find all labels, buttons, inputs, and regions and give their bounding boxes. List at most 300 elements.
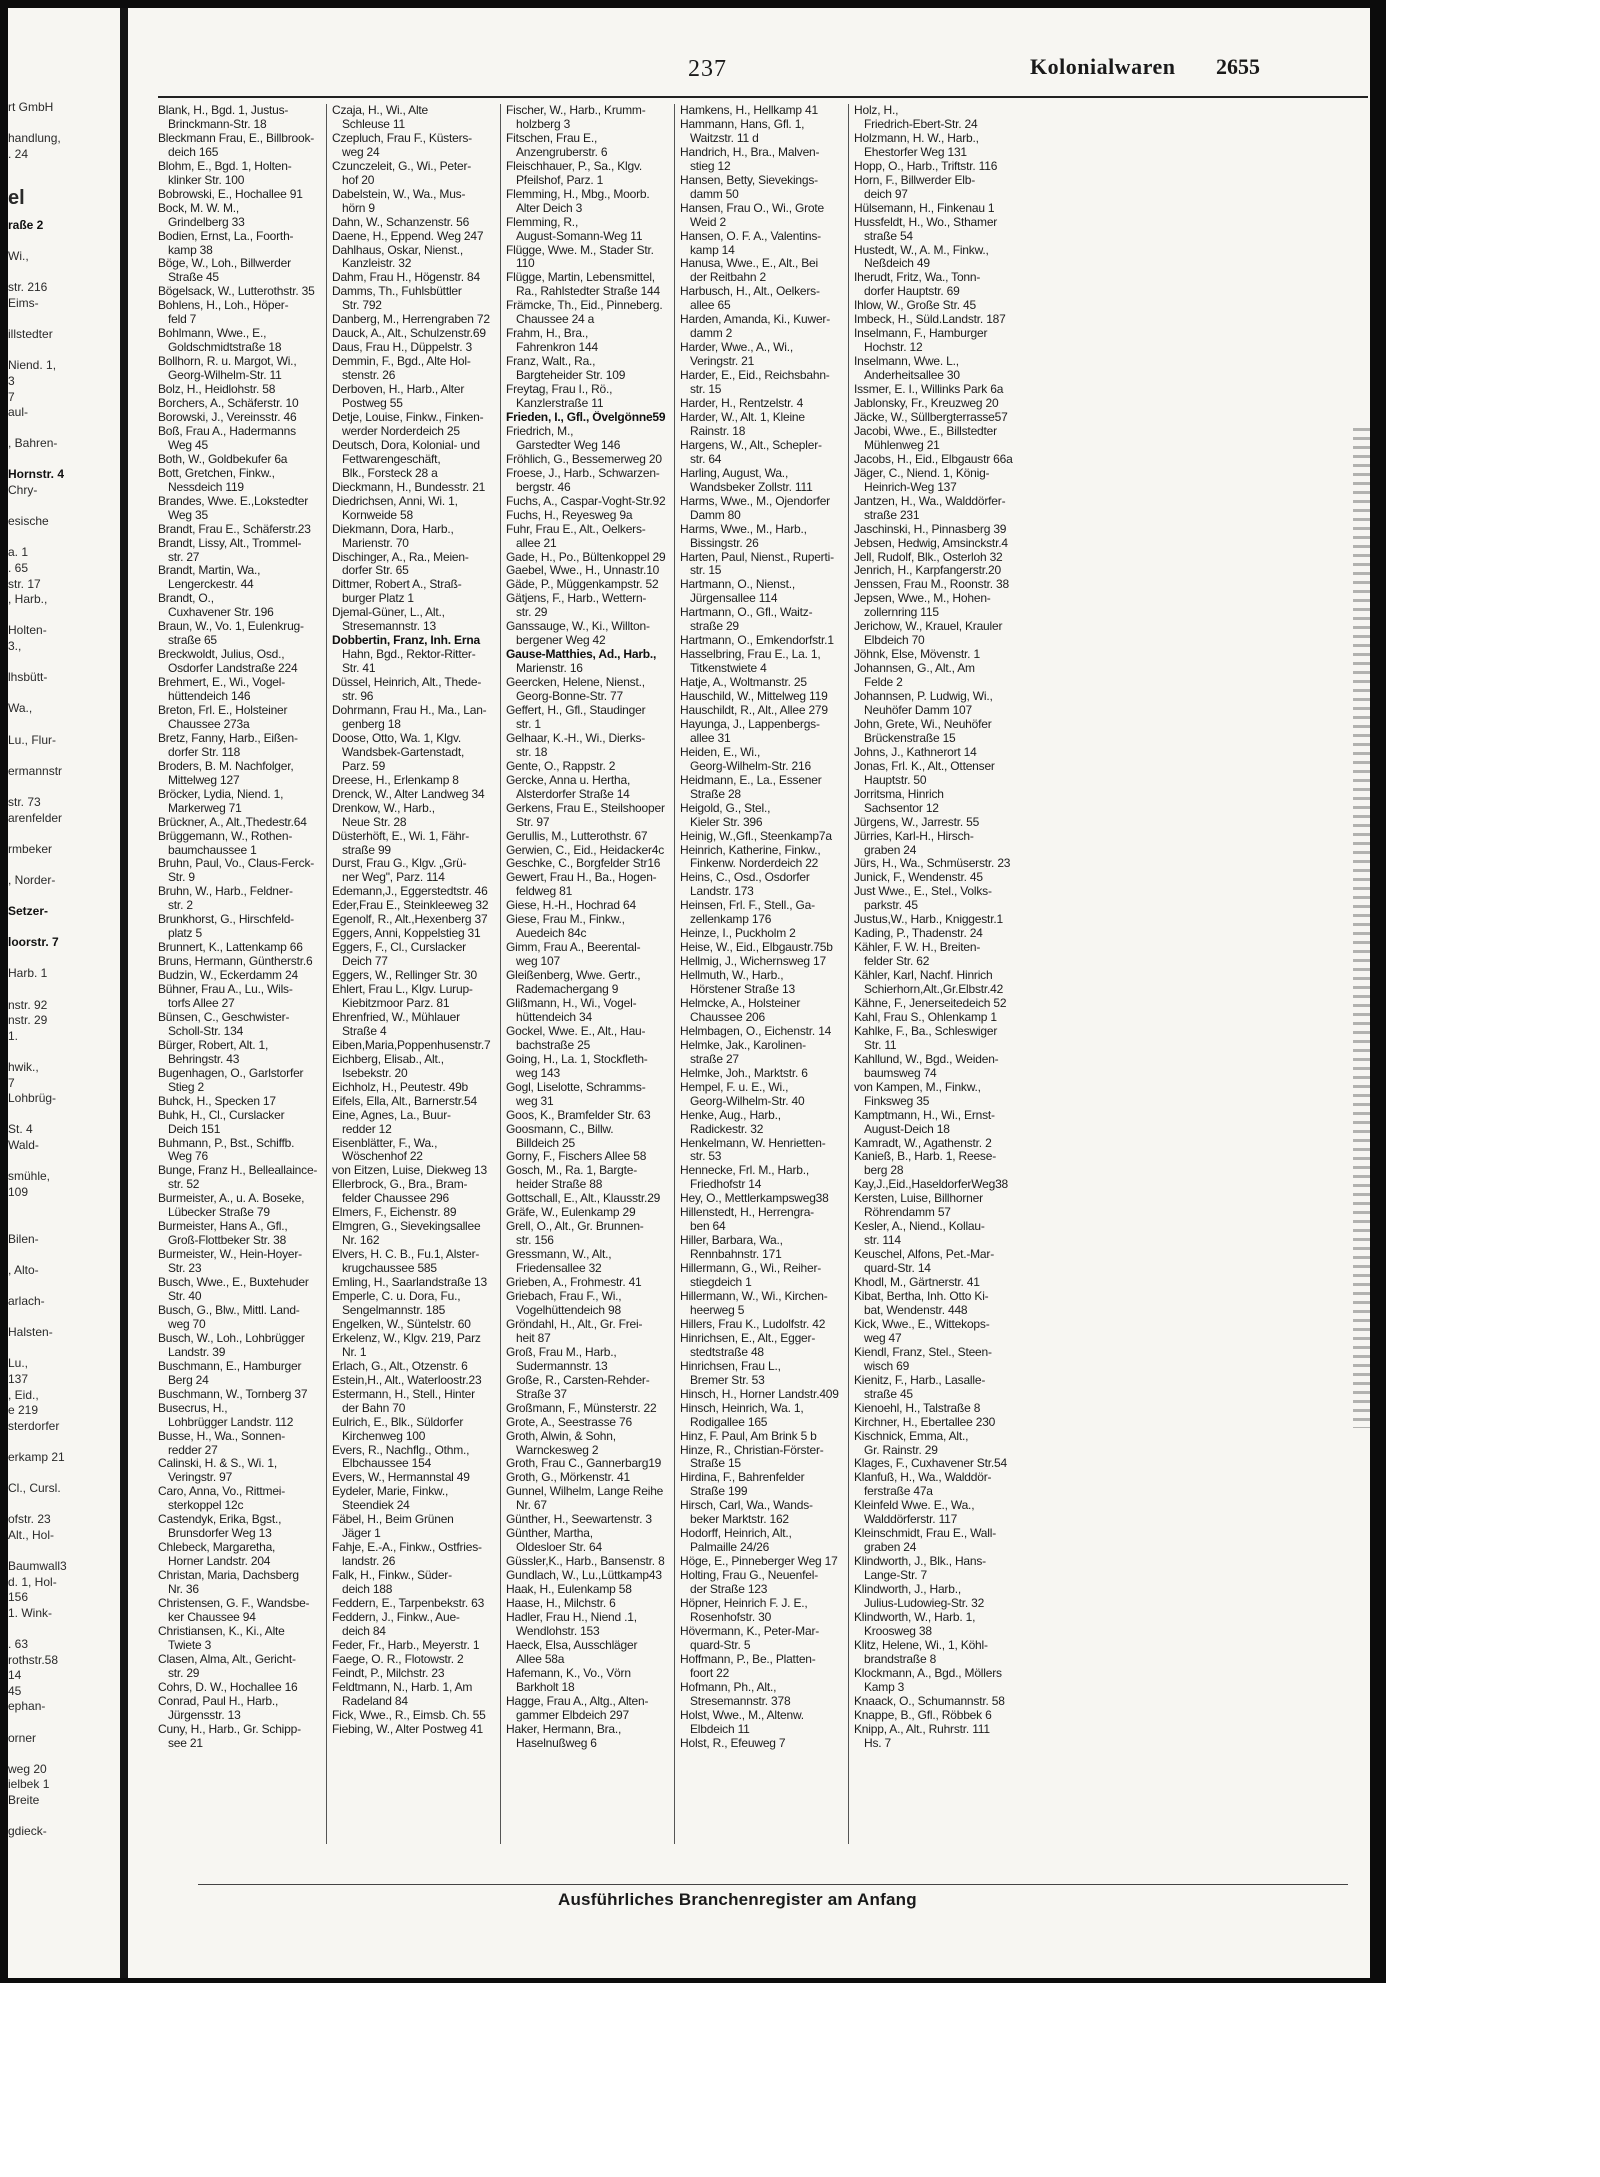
directory-entry-line: Groth, Alwin, & Sohn, xyxy=(506,1429,616,1443)
directory-entry-line: hüttendeich 146 xyxy=(168,690,251,704)
previous-page-fragment xyxy=(8,1809,116,1825)
directory-entry-line: Diekmann, Dora, Harb., xyxy=(332,522,454,536)
directory-entry-line: Bock, M. W. M., xyxy=(158,201,240,215)
directory-entry-line: Emperle, C. u. Dora, Fu., xyxy=(332,1290,461,1304)
directory-entry-line: Czaja, H., Wi., Alte xyxy=(332,104,429,117)
directory-entry-line: str. 27 xyxy=(168,550,200,564)
directory-entry-line: Jerichow, W., Krauel, Krauler xyxy=(854,620,1003,634)
directory-entry-line: weg 47 xyxy=(864,1331,902,1345)
directory-entry-line: Günther, H., Seewartenstr. 3 xyxy=(506,1513,652,1527)
previous-page-fragment: , Harb., xyxy=(8,592,48,607)
directory-entry-line: Eulrich, E., Blk., Süldorfer xyxy=(332,1415,464,1429)
directory-entry-line: Heins, C., Osd., Osdorfer xyxy=(680,871,810,885)
previous-page-fragment: a. 1 xyxy=(8,545,29,560)
directory-entry-line: Hafemann, K., Vo., Vörn xyxy=(506,1666,631,1680)
directory-entry-line: Elmgren, G., Sievekingsallee xyxy=(332,1220,481,1234)
directory-entry-line: Christiansen, K., Ki., Alte xyxy=(158,1624,285,1638)
directory-entry-line: Bühner, Frau A., Lu., Wils- xyxy=(158,983,293,997)
directory-entry-line: der Bahn 70 xyxy=(342,1401,406,1415)
directory-entry-line: Hagge, Frau A., Altg., Alten- xyxy=(506,1694,649,1708)
directory-entry-line: Elmers, F., Eichenstr. 89 xyxy=(332,1206,457,1220)
directory-entry-line: Deutsch, Dora, Kolonial- und xyxy=(332,438,480,452)
directory-entry-line: Glißmann, H., Wi., Vogel- xyxy=(506,997,637,1010)
directory-entry-line: Henke, Aug., Harb., xyxy=(680,1108,781,1122)
directory-entry-line: Weg 45 xyxy=(168,438,208,452)
directory-entry-line: Going, H., La. 1, Stockfleth- xyxy=(506,1052,648,1066)
previous-page-fragment: orner xyxy=(8,1730,37,1745)
previous-page-fragment: str. 73 xyxy=(8,794,41,809)
directory-entry-line: Bretz, Fanny, Harb., Eißen- xyxy=(158,731,298,745)
directory-entry-line: Boß, Frau A., Hadermanns xyxy=(158,424,296,438)
directory-entry-line: Both, W., Goldbekufer 6a xyxy=(158,452,288,466)
directory-entry-line: Holzmann, H. W., Harb., xyxy=(854,131,979,145)
directory-entry-line: Jepsen, Wwe., M., Hohen- xyxy=(854,592,991,606)
previous-page-fragment: gdieck- xyxy=(8,1824,47,1839)
directory-entry-line: deich 165 xyxy=(168,145,219,159)
previous-page-fragment xyxy=(8,343,116,359)
directory-entry-line: Feindt, P., Milchstr. 23 xyxy=(332,1666,445,1680)
directory-entry-line: Titkenstwiete 4 xyxy=(690,662,767,676)
directory-entry-line: Kähler, F. W. H., Breiten- xyxy=(854,941,981,955)
directory-entry-line: Chlebeck, Margaretha, xyxy=(158,1541,276,1555)
previous-page-fragment: Wi., xyxy=(8,249,29,264)
directory-entry-line: Djemal-Güner, L., Alt., xyxy=(332,606,445,620)
directory-entry-line: Doose, Otto, Wa. 1, Klgv. xyxy=(332,731,462,745)
previous-page-fragment xyxy=(8,779,116,795)
directory-entry-line: Jürs, H., Wa., Schmüserstr. 23 xyxy=(854,857,1011,871)
directory-entry-line: redder 12 xyxy=(342,1122,392,1136)
directory-entry-line: Mühlenweg 21 xyxy=(864,438,940,452)
directory-entry-line: foort 22 xyxy=(690,1666,730,1680)
directory-entry-line: weg 107 xyxy=(516,955,560,969)
column-divider xyxy=(326,104,327,1844)
directory-entry-line: feld 7 xyxy=(168,313,197,327)
directory-entry-line: Kamp 3 xyxy=(864,1680,905,1694)
directory-entry-line: 110 xyxy=(516,257,535,271)
directory-entry-line: Klanfuß, H., Wa., Walddör- xyxy=(854,1471,992,1485)
directory-entry-line: Felde 2 xyxy=(864,676,903,690)
directory-entry-line: gammer Elbdeich 297 xyxy=(516,1708,629,1722)
directory-entry-line: Horn, F., Billwerder Elb- xyxy=(854,173,976,187)
directory-entry-line: Kroosweg 38 xyxy=(864,1624,932,1638)
directory-entry-line: Lange-Str. 7 xyxy=(864,1569,927,1583)
directory-entry-line: Damm 80 xyxy=(690,508,741,522)
directory-entry-line: Hatje, A., Woltmanstr. 25 xyxy=(680,676,807,690)
directory-entry-line: Ganssauge, W., Ki., Willton- xyxy=(506,620,650,634)
previous-page-fragment: str. 216 xyxy=(8,280,48,295)
directory-entry-line: Kahlke, F., Ba., Schleswiger xyxy=(854,1024,998,1038)
directory-entry-line: str. 96 xyxy=(342,690,374,704)
previous-page-fragment: ielbek 1 xyxy=(8,1777,50,1792)
directory-entry-line: Straße 199 xyxy=(690,1485,748,1499)
directory-entry-line: straße 231 xyxy=(864,508,920,522)
directory-entry-line: weg 143 xyxy=(516,1066,560,1080)
directory-entry-line: ferstraße 47a xyxy=(864,1485,933,1499)
directory-entry-line: Garstedter Weg 146 xyxy=(516,438,621,452)
directory-entry-line: Radickestr. 32 xyxy=(690,1122,764,1136)
directory-entry-line: Fiebing, W., Alter Postweg 41 xyxy=(332,1722,483,1736)
directory-entry-line: Eiben,Maria,Poppenhusenstr.7 xyxy=(332,1038,491,1052)
page-number: 237 xyxy=(688,56,727,82)
directory-entry-line: Postweg 55 xyxy=(342,397,403,411)
directory-entry-line: Buschmann, W., Tornberg 37 xyxy=(158,1387,308,1401)
directory-entry-line: Gogl, Liselotte, Schramms- xyxy=(506,1080,646,1094)
directory-entry-line: Haak, H., Eulenkamp 58 xyxy=(506,1583,632,1597)
directory-entry-line: stedtstraße 48 xyxy=(690,1345,764,1359)
directory-entry-line: Eggers, Anni, Koppelstieg 31 xyxy=(332,927,481,941)
directory-entry-line: Fäbel, H., Beim Grünen xyxy=(332,1513,454,1527)
directory-entry-line: Kienoehl, H., Talstraße 8 xyxy=(854,1401,981,1415)
previous-page-fragment xyxy=(8,1247,116,1263)
binding-edge-artifact xyxy=(1353,428,1370,1428)
directory-entry-line: Sengelmannstr. 185 xyxy=(342,1303,446,1317)
previous-page-fragment: raße 2 xyxy=(8,217,44,232)
directory-entry-line: Gosch, M., Ra. 1, Bargte- xyxy=(506,1164,638,1178)
directory-entry-line: Harder, Wwe., A., Wi., xyxy=(680,341,793,355)
directory-entry-line: Haeck, Elsa, Ausschläger xyxy=(506,1638,638,1652)
previous-page-fragment: rmbeker xyxy=(8,841,53,856)
directory-entry-line: kamp 38 xyxy=(168,243,213,257)
directory-entry-line: klinker Str. 100 xyxy=(168,173,245,187)
previous-page-fragment: str. 17 xyxy=(8,576,41,591)
previous-page-fragment: Lohbrüg- xyxy=(8,1091,57,1106)
directory-entry-line: Hansen, O. F. A., Valentins- xyxy=(680,229,821,243)
directory-entry-line: Hempel, F. u. E., Wi., xyxy=(680,1080,789,1094)
previous-page-fragment: Alt., Hol- xyxy=(8,1527,55,1542)
directory-entry-line: Düssel, Heinrich, Alt., Thede- xyxy=(332,676,482,690)
directory-entry-line: Harms, Wwe., M., Ojendorfer xyxy=(680,494,830,508)
directory-entry-line: Bögelsack, W., Lutterothstr. 35 xyxy=(158,285,315,299)
directory-entry-line: Dreese, H., Erlenkamp 8 xyxy=(332,773,459,787)
directory-entry-line: Hülsemann, H., Finkenau 1 xyxy=(854,201,995,215)
directory-entry-line: Holst, R., Efeuweg 7 xyxy=(680,1736,786,1750)
directory-entry-line: Jenssen, Frau M., Roonstr. 38 xyxy=(854,578,1009,592)
directory-entry-line: Gente, O., Rappstr. 2 xyxy=(506,759,616,773)
directory-entry-line: Dieckmann, H., Bundesstr. 21 xyxy=(332,480,486,494)
directory-entry-line: Deich 151 xyxy=(168,1122,221,1136)
directory-entry-line: Neßdeich 49 xyxy=(864,257,930,271)
directory-entry-line: Sachsentor 12 xyxy=(864,801,939,815)
previous-page-fragment xyxy=(8,1341,116,1357)
directory-entry-line: Klockmann, A., Bgd., Möllers xyxy=(854,1666,1002,1680)
directory-entry-line: Just Wwe., E., Stel., Volks- xyxy=(854,885,992,899)
directory-entry-line: Markerweg 71 xyxy=(168,801,242,815)
directory-page xyxy=(8,8,1370,1978)
directory-entry-line: Gätjens, F., Harb., Wettern- xyxy=(506,592,647,606)
directory-entry-line: Giese, H.-H., Hochrad 64 xyxy=(506,899,636,913)
directory-entry-line: Rennbahnstr. 171 xyxy=(690,1248,782,1262)
directory-entry-line: Jenrich, H., Karpfangerstr.20 xyxy=(854,564,1001,578)
directory-entry-line: Düsterhöft, E., Wi. 1, Fähr- xyxy=(332,829,470,843)
directory-entry-line: deich 97 xyxy=(864,187,908,201)
directory-entry-line: Brunkhorst, G., Hirschfeld- xyxy=(158,913,294,927)
directory-entry-line: Hinsch, Heinrich, Wa. 1, xyxy=(680,1401,804,1415)
previous-page-fragment: hwik., xyxy=(8,1060,39,1075)
directory-entry-line: Klindworth, J., Blk., Hans- xyxy=(854,1555,986,1569)
directory-entry-line: Gräfe, W., Eulenkamp 29 xyxy=(506,1206,636,1220)
section-number: 2655 xyxy=(1216,54,1260,79)
directory-entry-line: Blohm, E., Bgd. 1, Holten- xyxy=(158,159,292,173)
directory-entry-line: Hodorff, Heinrich, Alt., xyxy=(680,1527,792,1541)
directory-entry-line: Hillers, Frau K., Ludolfstr. 42 xyxy=(680,1317,826,1331)
directory-entry-line: Burmeister, Hans A., Gfl., xyxy=(158,1220,288,1234)
directory-entry-line: Inselmann, Wwe. L., xyxy=(854,355,959,369)
directory-entry-line: Nr. 67 xyxy=(516,1499,547,1513)
directory-entry-line: Kay,J.,Eid.,HaseldorferWeg38 xyxy=(854,1178,1009,1192)
directory-entry-line: bergstr. 46 xyxy=(516,480,571,494)
directory-entry-line: Chaussee 206 xyxy=(690,1010,765,1024)
directory-entry-line: Jacobi, Wwe., E., Billstedter xyxy=(854,424,997,438)
directory-entry-line: Kirchner, H., Ebertallee 230 xyxy=(854,1415,996,1429)
directory-entry-line: Czunczeleit, G., Wi., Peter- xyxy=(332,159,472,173)
directory-entry-line: straße 54 xyxy=(864,229,913,243)
previous-page-fragment xyxy=(8,1746,116,1762)
directory-entry-line: Hillermann, G., Wi., Reiher- xyxy=(680,1262,822,1276)
directory-entry-line: Rademachergang 9 xyxy=(516,983,619,997)
previous-page-fragment xyxy=(8,717,116,733)
previous-page-fragment: Chry- xyxy=(8,483,38,498)
previous-page-fragment: smühle, xyxy=(8,1169,51,1184)
directory-entry-line: Helmke, Jak., Karolinen- xyxy=(680,1038,806,1052)
directory-entry-line: Veringstr. 97 xyxy=(168,1471,233,1485)
directory-entry-line: Alsterdorfer Straße 14 xyxy=(516,787,630,801)
directory-entry-line: Eichberg, Elisab., Alt., xyxy=(332,1052,444,1066)
directory-entry-line: sterkoppel 12c xyxy=(168,1499,244,1513)
directory-entry-line: Klages, F., Cuxhavener Str.54 xyxy=(854,1457,1007,1471)
directory-entry-line: Gundlach, W., Lu.,Lüttkamp43 xyxy=(506,1569,662,1583)
directory-entry-line: Bargteheider Str. 109 xyxy=(516,369,626,383)
directory-entry-line: Parz. 59 xyxy=(342,759,386,773)
directory-entry-line: Harling, August, Wa., xyxy=(680,466,789,480)
directory-entry-line: straße 65 xyxy=(168,634,217,648)
directory-entry-line: Brunnert, K., Lattenkamp 66 xyxy=(158,941,303,955)
directory-entry-line: burger Platz 1 xyxy=(342,592,414,606)
directory-entry-line: Hellmig, J., Wichernsweg 17 xyxy=(680,955,826,969)
directory-entry-line: Braun, W., Vo. 1, Eulenkrug- xyxy=(158,620,304,634)
directory-entry-line: Dahm, Frau H., Högenstr. 84 xyxy=(332,271,480,285)
directory-entry-line: Georg-Wilhelm-Str. 40 xyxy=(690,1094,805,1108)
directory-entry-line: Harder, W., Alt. 1, Kleine xyxy=(680,410,805,424)
directory-entry-line: Hartmann, O., Emkendorfstr.1 xyxy=(680,634,834,648)
previous-page-fragment: rothstr.58 xyxy=(8,1652,59,1667)
previous-page-margin-text xyxy=(8,100,116,1840)
directory-entry-line: Haselnußweg 6 xyxy=(516,1736,597,1750)
directory-entry-line: Bruhn, W., Harb., Feldner- xyxy=(158,885,293,899)
directory-entry-line: Hasselbring, Frau E., La. 1, xyxy=(680,648,821,662)
previous-page-fragment xyxy=(8,655,116,671)
directory-entry-line: baumchaussee 1 xyxy=(168,843,257,857)
directory-entry-line: Deich 77 xyxy=(342,955,388,969)
previous-page-fragment xyxy=(8,1434,116,1450)
directory-entry-line: Schierhorn,Alt.,Gr.Elbstr.42 xyxy=(864,983,1004,997)
directory-entry-line: Harten, Paul, Nienst., Ruperti- xyxy=(680,550,834,564)
directory-entry-line: Klitz, Helene, Wi., 1, Köhl- xyxy=(854,1638,988,1652)
directory-entry-line: Bodien, Ernst, La., Foorth- xyxy=(158,229,294,243)
previous-page-fragment: weg 20 xyxy=(8,1761,47,1776)
directory-entry-line: Johannsen, P. Ludwig, Wi., xyxy=(854,690,993,704)
directory-entry-line: Hayunga, J., Lappenbergs- xyxy=(680,717,820,731)
directory-entry-line: stenstr. 26 xyxy=(342,369,396,383)
previous-page-fragment: d. 1, Hol- xyxy=(8,1574,57,1589)
directory-entry-line: Hargens, W., Alt., Schepler- xyxy=(680,438,822,452)
directory-entry-line: Jäcke, W., Süllbergterrasse57 xyxy=(854,410,1008,424)
directory-entry-line: Christensen, G. F., Wandsbe- xyxy=(158,1596,310,1610)
directory-entry-line: Kading, P., Thadenstr. 24 xyxy=(854,927,983,941)
directory-entry-line: Jaschinski, H., Pinnasberg 39 xyxy=(854,522,1007,536)
directory-entry-line: Freytag, Frau I., Rö., xyxy=(506,383,613,397)
directory-entry-line: Gerullis, M., Lutterothstr. 67 xyxy=(506,829,648,843)
directory-entry-line: Eine, Agnes, La., Buur- xyxy=(332,1108,451,1122)
directory-entry-line: weg 70 xyxy=(168,1317,206,1331)
directory-entry-line: Gleißenberg, Wwe. Gertr., xyxy=(506,969,641,983)
directory-entry-line: Jablonsky, Fr., Kreuzweg 20 xyxy=(854,397,999,411)
directory-entry-line: Feder, Fr., Harb., Meyerstr. 1 xyxy=(332,1638,480,1652)
directory-column-4 xyxy=(680,104,842,1750)
directory-entry-line: Harder, E., Eid., Reichsbahn- xyxy=(680,369,830,383)
directory-column-5 xyxy=(854,104,1016,1750)
directory-entry-line: Geschke, C., Borgfelder Str16 xyxy=(506,857,661,871)
directory-entry-line: Franz, Walt., Ra., xyxy=(506,355,596,369)
previous-page-fragment xyxy=(8,162,116,178)
directory-entry-line: Hauptstr. 50 xyxy=(864,773,927,787)
directory-entry-line: Isebekstr. 20 xyxy=(342,1066,408,1080)
directory-entry-line: Friedrich-Ebert-Str. 24 xyxy=(864,117,978,131)
directory-entry-line: Estermann, H., Stell., Hinter xyxy=(332,1387,475,1401)
directory-entry-line: dorfer Str. 65 xyxy=(342,564,409,578)
directory-entry-line: Breton, Frl. E., Holsteiner xyxy=(158,703,288,717)
previous-page-fragment: nstr. 92 xyxy=(8,997,48,1012)
previous-page-fragment: Lu., Flur- xyxy=(8,732,57,747)
previous-page-fragment xyxy=(8,312,116,328)
directory-entry-line: Dabelstein, W., Wa., Mus- xyxy=(332,187,466,201)
directory-entry-line: brandstraße 8 xyxy=(864,1652,937,1666)
directory-entry-line: Edemann,J., Eggerstedtstr. 46 xyxy=(332,885,488,899)
directory-entry-line: Feddern, E., Tarpenbekstr. 63 xyxy=(332,1596,485,1610)
directory-entry-line: Breckwoldt, Julius, Osd., xyxy=(158,648,285,662)
directory-entry-line: Demmin, F., Bgd., Alte Hol- xyxy=(332,355,471,369)
directory-entry-line: August-Deich 18 xyxy=(864,1122,950,1136)
directory-entry-line: Veringstr. 21 xyxy=(690,355,755,369)
directory-entry-line: Bohlmann, Wwe., E., xyxy=(158,327,267,341)
directory-entry-line: Johannsen, G., Alt., Am xyxy=(854,662,975,676)
directory-entry-line: Osdorfer Landstraße 224 xyxy=(168,662,298,676)
directory-entry-line: Kanzlerstraße 11 xyxy=(516,397,604,411)
directory-entry-line: Groß, Frau M., Harb., xyxy=(506,1345,617,1359)
directory-entry-line: Drenck, W., Alter Landweg 34 xyxy=(332,787,485,801)
directory-entry-line: Kersten, Luise, Billhorner xyxy=(854,1192,983,1206)
directory-entry-line: Mittelweg 127 xyxy=(168,773,240,787)
directory-entry-line: Scholl-Str. 134 xyxy=(168,1024,244,1038)
directory-entry-line: Knappe, B., Gfl., Röbbek 6 xyxy=(854,1708,992,1722)
directory-entry-line: Sudermannstr. 13 xyxy=(516,1359,608,1373)
directory-entry-line: see 21 xyxy=(168,1736,203,1750)
directory-entry-line: Hartmann, O., Gfl., Waitz- xyxy=(680,606,813,620)
previous-page-fragment: , Norder- xyxy=(8,872,56,887)
directory-entry-line: Holting, Frau G., Neuenfel- xyxy=(680,1569,818,1583)
directory-entry-line: Dahlhaus, Oskar, Nienst., xyxy=(332,243,464,257)
directory-entry-line: Bunge, Franz H., Belleallaince- xyxy=(158,1164,318,1178)
directory-entry-line: Alter Deich 3 xyxy=(516,201,583,215)
directory-entry-line: Bugenhagen, O., Garlstorfer xyxy=(158,1066,304,1080)
directory-entry-line: deich 188 xyxy=(342,1583,393,1597)
previous-page-fragment: 156 xyxy=(8,1590,29,1605)
directory-entry-line: Feddern, J., Finkw., Aue- xyxy=(332,1610,460,1624)
directory-entry-line: Fettwarengeschäft, xyxy=(342,452,441,466)
directory-entry-line: ker Chaussee 94 xyxy=(168,1610,256,1624)
directory-entry-line: Hinze, R., Christian-Förster- xyxy=(680,1443,824,1457)
directory-entry-line: Nessdeich 119 xyxy=(168,480,244,494)
directory-entry-line: Hansen, Betty, Sievekings- xyxy=(680,173,818,187)
directory-entry-line: Berg 24 xyxy=(168,1373,209,1387)
directory-entry-line: Straße 15 xyxy=(690,1457,741,1471)
directory-entry-line: Julius-Ludowieg-Str. 32 xyxy=(864,1596,985,1610)
directory-entry-line: Kamradt, W., Agathenstr. 2 xyxy=(854,1136,992,1150)
directory-entry-line: Barkholt 18 xyxy=(516,1680,575,1694)
directory-entry-line: Erlach, G., Alt., Otzenstr. 6 xyxy=(332,1359,468,1373)
previous-page-fragment: handlung, xyxy=(8,131,61,146)
directory-entry-line: Elbdeich 11 xyxy=(690,1722,750,1736)
section-title: Kolonialwaren xyxy=(1030,54,1176,79)
directory-entry-line: Främcke, Th., Eid., Pinneberg. xyxy=(506,299,663,313)
directory-entry-line: Flügge, Wwe. M., Stader Str. xyxy=(506,243,654,257)
directory-entry-line: Klindworth, J., Harb., xyxy=(854,1583,961,1597)
directory-entry-line: Cuxhavener Str. 196 xyxy=(168,606,274,620)
directory-entry-line: Kirchenweg 100 xyxy=(342,1429,426,1443)
previous-page-fragment: nstr. 29 xyxy=(8,1013,48,1028)
previous-page-fragment xyxy=(8,1465,116,1481)
directory-entry-line: platz 5 xyxy=(168,927,202,941)
directory-entry-line: Heinze, I., Puckholm 2 xyxy=(680,927,796,941)
directory-entry-line: Marienstr. 70 xyxy=(342,536,409,550)
directory-entry-line: Kamptmann, H., Wi., Ernst- xyxy=(854,1108,995,1122)
directory-entry-line: straße 99 xyxy=(342,843,391,857)
directory-entry-line: Grote, A., Seestrasse 76 xyxy=(506,1415,632,1429)
directory-entry-line: ben 64 xyxy=(690,1220,726,1234)
directory-entry-line: Inselmann, F., Hamburger xyxy=(854,327,988,341)
directory-entry-line: redder 27 xyxy=(168,1443,218,1457)
directory-entry-line: Kleinschmidt, Frau E., Wall- xyxy=(854,1527,996,1541)
directory-entry-line: Durst, Frau G., Klgv. „Grü- xyxy=(332,857,467,871)
directory-entry-line: allee 21 xyxy=(516,536,557,550)
directory-entry-line: Gorny, F., Fischers Allee 58 xyxy=(506,1150,647,1164)
directory-entry-line: Estein,H., Alt., Waterloostr.23 xyxy=(332,1373,482,1387)
previous-page-fragment: ermannstr xyxy=(8,763,63,778)
previous-page-fragment: Wa., xyxy=(8,701,33,716)
previous-page-fragment: Hornstr. 4 xyxy=(8,467,65,482)
directory-entry-line: Borchers, A., Schäferstr. 10 xyxy=(158,397,299,411)
previous-page-fragment xyxy=(8,234,116,250)
directory-entry-line: John, Grete, Wi., Neuhöfer xyxy=(854,717,992,731)
column-divider xyxy=(674,104,675,1844)
directory-entry-line: von Eitzen, Luise, Diekweg 13 xyxy=(332,1164,487,1178)
directory-entry-line: Brunsdorfer Weg 13 xyxy=(168,1527,272,1541)
directory-entry-line: wisch 69 xyxy=(864,1359,910,1373)
directory-entry-line: Detje, Louise, Finkw., Finken- xyxy=(332,410,484,424)
directory-entry-line: Hillermann, W., Wi., Kirchen- xyxy=(680,1290,828,1304)
directory-entry-line: Hochstr. 12 xyxy=(864,341,923,355)
directory-entry-line: Hennecke, Frl. M., Harb., xyxy=(680,1164,810,1178)
directory-entry-line: Anderheitsallee 30 xyxy=(864,369,960,383)
directory-entry-line: Heinrich-Weg 137 xyxy=(864,480,957,494)
directory-entry-line: Groß-Flottbeker Str. 38 xyxy=(168,1234,287,1248)
directory-entry-line: parkstr. 45 xyxy=(864,899,918,913)
directory-entry-line: Kesler, A., Niend., Kollau- xyxy=(854,1220,985,1234)
directory-column-2 xyxy=(332,104,494,1737)
directory-entry-line: Buschmann, E., Hamburger xyxy=(158,1359,302,1373)
directory-entry-line: Eichholz, H., Peutestr. 49b xyxy=(332,1080,469,1094)
directory-entry-line: Danberg, M., Herrengraben 72 xyxy=(332,313,490,327)
previous-page-fragment: e 219 xyxy=(8,1403,39,1418)
